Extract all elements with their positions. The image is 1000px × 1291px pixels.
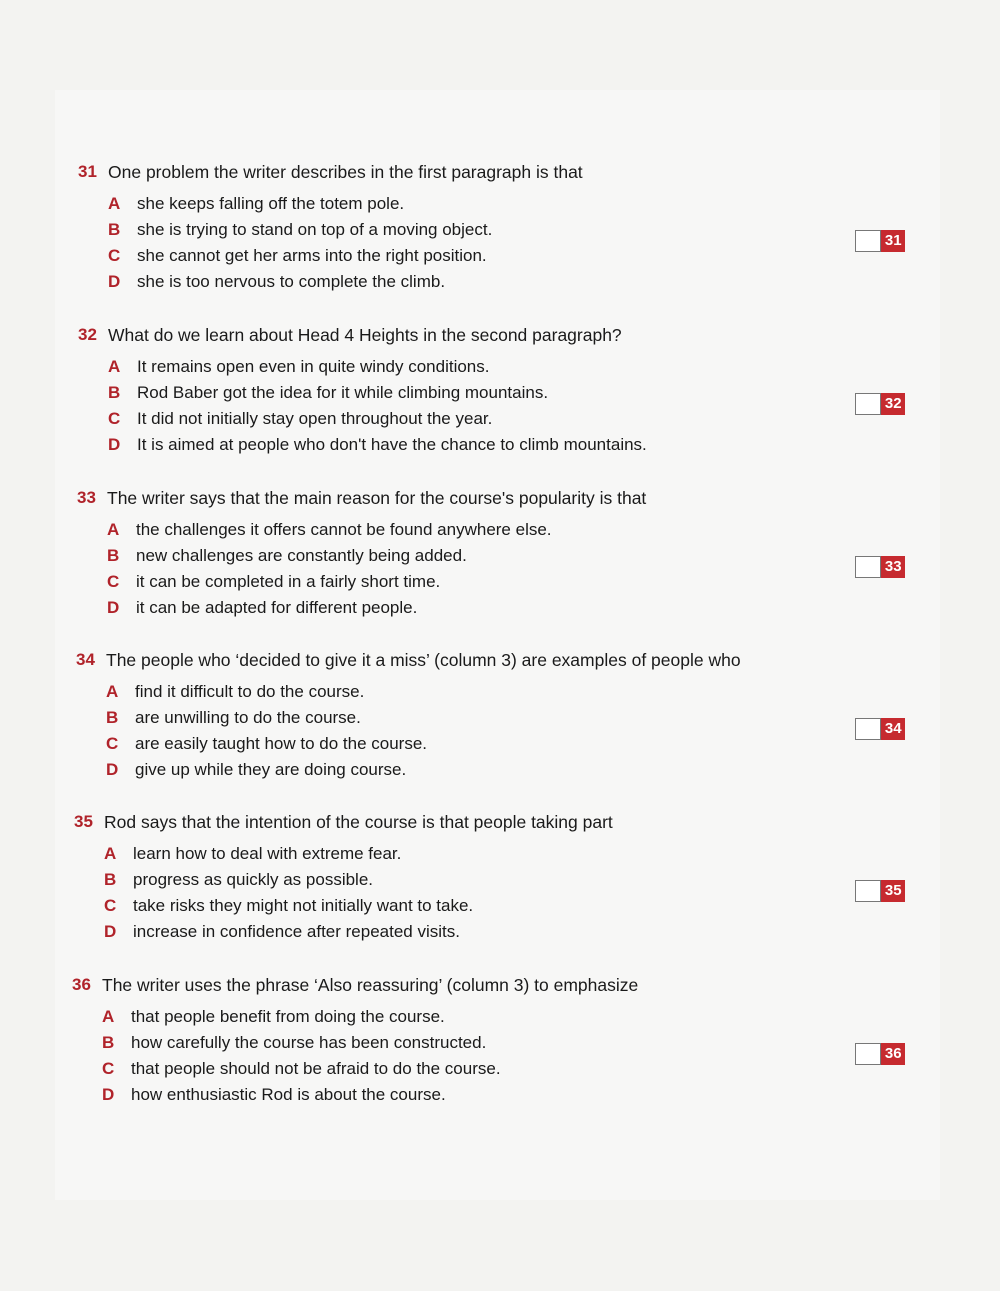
option-b[interactable] xyxy=(106,708,361,732)
option-text: It remains open even in quite windy conditions. xyxy=(137,357,490,376)
option-c[interactable] xyxy=(104,896,473,920)
option-b[interactable] xyxy=(108,383,548,407)
answer-box-number: 33 xyxy=(881,556,905,578)
option-letter: D xyxy=(107,598,120,617)
option-letter: D xyxy=(106,760,119,779)
option-a[interactable] xyxy=(106,682,364,706)
question-31 xyxy=(78,162,918,312)
question-text: The writer uses the phrase ‘Also reassuring’ (column 3) to emphasize xyxy=(102,975,639,995)
answer-box-number: 32 xyxy=(881,393,905,415)
answer-input[interactable] xyxy=(855,1043,881,1065)
answer-box[interactable] xyxy=(855,718,905,740)
option-text: find it difficult to do the course. xyxy=(135,682,365,701)
option-c[interactable] xyxy=(106,734,427,758)
option-b[interactable] xyxy=(104,870,373,894)
option-letter: B xyxy=(106,708,119,727)
option-b[interactable] xyxy=(108,220,492,244)
option-text: it can be adapted for different people. xyxy=(136,598,418,617)
question-32 xyxy=(78,325,918,475)
option-letter: A xyxy=(106,682,119,701)
option-letter: A xyxy=(104,844,117,863)
option-letter: A xyxy=(108,194,121,213)
answer-box[interactable] xyxy=(855,880,905,902)
question-35 xyxy=(74,812,914,962)
option-letter: C xyxy=(102,1059,115,1078)
option-letter: A xyxy=(102,1007,115,1026)
answer-input[interactable] xyxy=(855,556,881,578)
option-text: give up while they are doing course. xyxy=(135,760,407,779)
option-a[interactable] xyxy=(108,194,404,218)
option-a[interactable] xyxy=(107,520,552,544)
question-text: The writer says that the main reason for the course's popularity is that xyxy=(107,488,647,508)
option-text: increase in confidence after repeated visits. xyxy=(133,922,460,941)
answer-box[interactable] xyxy=(855,393,905,415)
question-number: 35 xyxy=(74,812,93,831)
option-letter: C xyxy=(107,572,120,591)
question-text: The people who ‘decided to give it a miss’ (column 3) are examples of people who xyxy=(106,650,741,670)
answer-box-number: 36 xyxy=(881,1043,905,1065)
option-d[interactable] xyxy=(107,598,417,622)
option-d[interactable] xyxy=(106,760,406,784)
option-letter: D xyxy=(108,272,121,291)
option-letter: C xyxy=(104,896,117,915)
option-letter: B xyxy=(108,383,121,402)
option-letter: D xyxy=(102,1085,115,1104)
option-text: how enthusiastic Rod is about the course. xyxy=(131,1085,446,1104)
option-text: are easily taught how to do the course. xyxy=(135,734,428,753)
question-34 xyxy=(76,650,916,800)
answer-box[interactable] xyxy=(855,230,905,252)
option-a[interactable] xyxy=(104,844,401,868)
question-33 xyxy=(77,488,917,638)
question-text: One problem the writer describes in the first paragraph is that xyxy=(108,162,583,182)
question-number: 31 xyxy=(78,162,97,181)
question-text: Rod says that the intention of the course is that people taking part xyxy=(104,812,613,832)
option-text: take risks they might not initially want to take. xyxy=(133,896,474,915)
option-text: she is too nervous to complete the climb. xyxy=(137,272,446,291)
answer-input[interactable] xyxy=(855,718,881,740)
option-letter: B xyxy=(102,1033,115,1052)
option-letter: A xyxy=(108,357,121,376)
answer-box-number: 31 xyxy=(881,230,905,252)
option-text: that people should not be afraid to do the course. xyxy=(131,1059,501,1078)
option-text: new challenges are constantly being added. xyxy=(136,546,467,565)
answer-box[interactable] xyxy=(855,1043,905,1065)
answer-input[interactable] xyxy=(855,393,881,415)
option-c[interactable] xyxy=(107,572,440,596)
option-d[interactable] xyxy=(108,272,445,296)
option-text: she is trying to stand on top of a moving object. xyxy=(137,220,493,239)
option-a[interactable] xyxy=(102,1007,445,1031)
question-number: 36 xyxy=(72,975,91,994)
question-text: What do we learn about Head 4 Heights in the second paragraph? xyxy=(108,325,622,345)
option-d[interactable] xyxy=(102,1085,446,1109)
option-text: are unwilling to do the course. xyxy=(135,708,361,727)
option-letter: A xyxy=(107,520,120,539)
question-number: 32 xyxy=(78,325,97,344)
option-c[interactable] xyxy=(102,1059,501,1083)
question-36 xyxy=(72,975,912,1125)
answer-input[interactable] xyxy=(855,230,881,252)
answer-box-number: 35 xyxy=(881,880,905,902)
option-b[interactable] xyxy=(102,1033,486,1057)
option-letter: D xyxy=(104,922,117,941)
option-text: that people benefit from doing the course. xyxy=(131,1007,445,1026)
option-text: the challenges it offers cannot be found anywhere else. xyxy=(136,520,552,539)
option-d[interactable] xyxy=(108,435,647,459)
option-text: how carefully the course has been constructed. xyxy=(131,1033,487,1052)
option-letter: B xyxy=(104,870,117,889)
option-c[interactable] xyxy=(108,246,487,270)
option-text: learn how to deal with extreme fear. xyxy=(133,844,402,863)
option-text: It is aimed at people who don't have the chance to climb mountains. xyxy=(137,435,647,454)
option-c[interactable] xyxy=(108,409,492,433)
option-letter: B xyxy=(108,220,121,239)
option-d[interactable] xyxy=(104,922,460,946)
option-b[interactable] xyxy=(107,546,467,570)
option-letter: C xyxy=(108,409,121,428)
option-text: It did not initially stay open throughout the year. xyxy=(137,409,493,428)
option-a[interactable] xyxy=(108,357,489,381)
option-text: she keeps falling off the totem pole. xyxy=(137,194,405,213)
answer-box-number: 34 xyxy=(881,718,905,740)
option-letter: C xyxy=(108,246,121,265)
question-number: 34 xyxy=(76,650,95,669)
option-text: it can be completed in a fairly short time. xyxy=(136,572,441,591)
option-text: Rod Baber got the idea for it while climbing mountains. xyxy=(137,383,549,402)
option-letter: B xyxy=(107,546,120,565)
option-letter: C xyxy=(106,734,119,753)
option-text: she cannot get her arms into the right position. xyxy=(137,246,487,265)
option-text: progress as quickly as possible. xyxy=(133,870,374,889)
answer-box[interactable] xyxy=(855,556,905,578)
option-letter: D xyxy=(108,435,121,454)
answer-input[interactable] xyxy=(855,880,881,902)
question-number: 33 xyxy=(77,488,96,507)
